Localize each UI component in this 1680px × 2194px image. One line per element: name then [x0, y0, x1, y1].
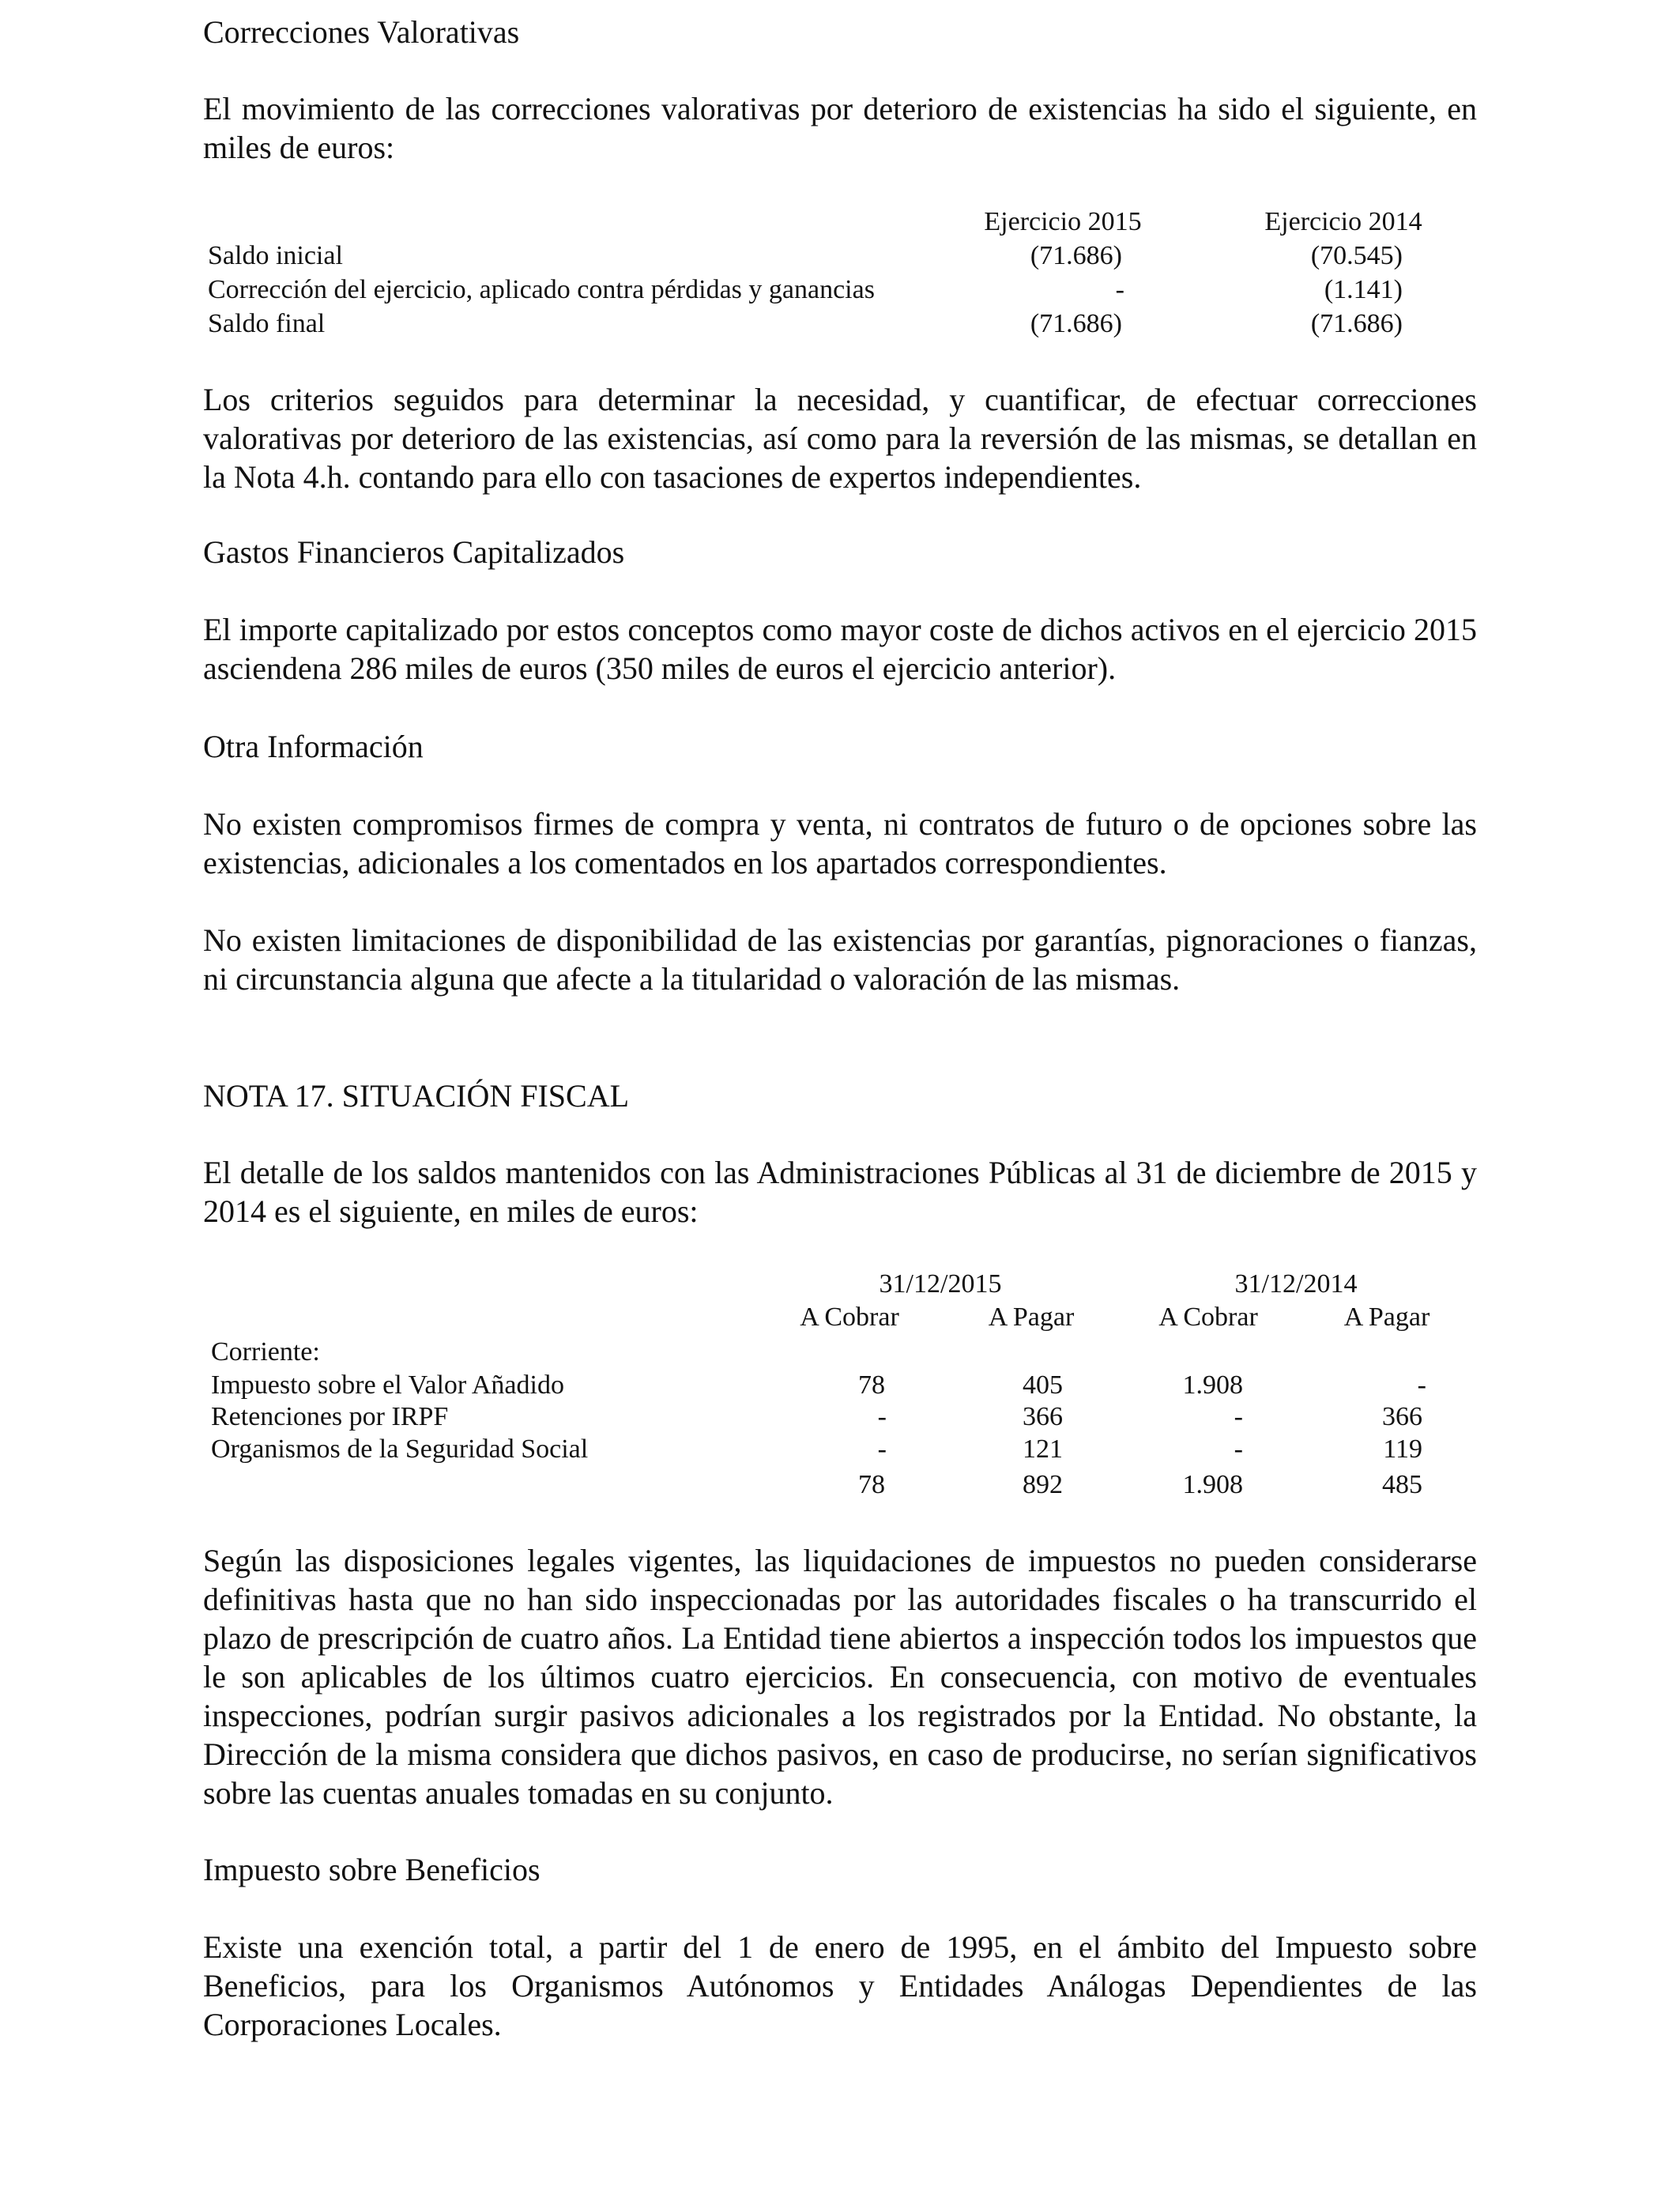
- cell-cobrar-2015: -: [877, 1402, 887, 1431]
- cell-cobrar-2015: -: [877, 1434, 887, 1464]
- cell-2015: (71.686): [1030, 241, 1122, 270]
- section-title-gastos: Gastos Financieros Capitalizados: [203, 534, 625, 570]
- cell-cobrar-2014: 1.908: [1182, 1370, 1243, 1400]
- row-label: Saldo final: [208, 309, 326, 338]
- row-label: Saldo inicial: [208, 241, 343, 270]
- total-cobrar-2014: 1.908: [1182, 1470, 1243, 1499]
- row-label: Corrección del ejercicio, aplicado contra pérdidas y ganancias: [208, 275, 875, 304]
- paragraph-impuesto: Existe una exención total, a partir del 1 de enero de 1995, en el ámbito del Impuesto sobre Beneficios, para los Organismos Autónomos y Entidades Análogas Dependientes de las Corporaciones Locales.: [203, 1929, 1477, 2042]
- cell-2014: (70.545): [1310, 241, 1403, 270]
- paragraph-nota17-legal: Según las disposiciones legales vigentes, las liquidaciones de impuestos no pueden considerarse definitivas hasta que no han sido inspeccionadas por las autoridades fiscales o ha transcurrido el plazo de prescripción de cuatro años. La Entidad tiene abiertos a inspección todos los impuestos que le son aplicables de los últimos cuatro ejercicios. En consecuencia, con motivo de eventuales inspecciones, podrían surgir pasivos adicionales a los registrados por la Entidad. No obstante, la Dirección de la misma considera que dichos pasivos, en caso de producirse, no serían significativos sobre las cuentas anuales tomadas en su conjunto.: [203, 1543, 1477, 1811]
- cell-2014: (71.686): [1310, 309, 1403, 338]
- column-header-2015: Ejercicio 2015: [984, 207, 1142, 236]
- total-pagar-2015: 892: [1023, 1470, 1063, 1499]
- cell-pagar-2014: 119: [1383, 1434, 1422, 1464]
- cell-cobrar-2015: 78: [858, 1370, 885, 1400]
- column-header-cobrar-2015: A Cobrar: [800, 1302, 899, 1332]
- total-pagar-2014: 485: [1382, 1470, 1422, 1499]
- cell-2015: -: [1115, 275, 1124, 304]
- cell-pagar-2014: -: [1417, 1370, 1426, 1400]
- section-title-correcciones: Correcciones Valorativas: [203, 14, 520, 50]
- row-label: Impuesto sobre el Valor Añadido: [211, 1370, 564, 1400]
- paragraph-correcciones-criteria: Los criterios seguidos para determinar la necesidad, y cuantificar, de efectuar correcciones valorativas por deterioro de las existencias, así como para la reversión de las mismas, se detallan en la Nota 4.h. contando para ello con tasaciones de expertos independientes.: [203, 382, 1477, 495]
- paragraph-otra-1: No existen compromisos firmes de compra y venta, ni contratos de futuro o de opciones sobre las existencias, adicionales a los comentados en los apartados correspondientes.: [203, 806, 1477, 880]
- cell-2015: (71.686): [1030, 309, 1122, 338]
- paragraph-correcciones-intro: El movimiento de las correcciones valorativas por deterioro de existencias ha sido el siguiente, en miles de euros:: [203, 91, 1477, 165]
- cell-2014: (1.141): [1324, 275, 1403, 304]
- column-header-cobrar-2014: A Cobrar: [1158, 1302, 1258, 1332]
- cell-pagar-2015: 405: [1023, 1370, 1063, 1400]
- cell-pagar-2015: 121: [1023, 1434, 1063, 1464]
- group-label-corriente: Corriente:: [211, 1337, 320, 1367]
- column-group-2015: 31/12/2015: [879, 1269, 1002, 1299]
- total-cobrar-2015: 78: [858, 1470, 885, 1499]
- paragraph-nota17-intro: El detalle de los saldos mantenidos con las Administraciones Públicas al 31 de diciembre de 2015 y 2014 es el siguiente, en miles de euros:: [203, 1155, 1477, 1229]
- section-title-otra: Otra Información: [203, 729, 424, 764]
- column-header-pagar-2014: A Pagar: [1343, 1302, 1430, 1332]
- cell-cobrar-2014: -: [1234, 1434, 1243, 1464]
- paragraph-gastos: El importe capitalizado por estos conceptos como mayor coste de dichos activos en el ejercicio 2015 asciendena 286 miles de euros (350 miles de euros el ejercicio anterior).: [203, 612, 1477, 686]
- section-title-impuesto: Impuesto sobre Beneficios: [203, 1852, 541, 1887]
- section-title-nota17: NOTA 17. SITUACIÓN FISCAL: [203, 1078, 630, 1114]
- paragraph-otra-2: No existen limitaciones de disponibilidad de las existencias por garantías, pignoraciones o fianzas, ni circunstancia alguna que afecte a la titularidad o valoración de las mismas.: [203, 922, 1477, 997]
- cell-pagar-2015: 366: [1023, 1402, 1063, 1431]
- cell-pagar-2014: 366: [1382, 1402, 1422, 1431]
- row-label: Retenciones por IRPF: [211, 1402, 449, 1431]
- row-label: Organismos de la Seguridad Social: [211, 1434, 589, 1464]
- column-header-pagar-2015: A Pagar: [988, 1302, 1075, 1332]
- column-header-2014: Ejercicio 2014: [1264, 207, 1422, 236]
- cell-cobrar-2014: -: [1234, 1402, 1243, 1431]
- column-group-2014: 31/12/2014: [1234, 1269, 1358, 1299]
